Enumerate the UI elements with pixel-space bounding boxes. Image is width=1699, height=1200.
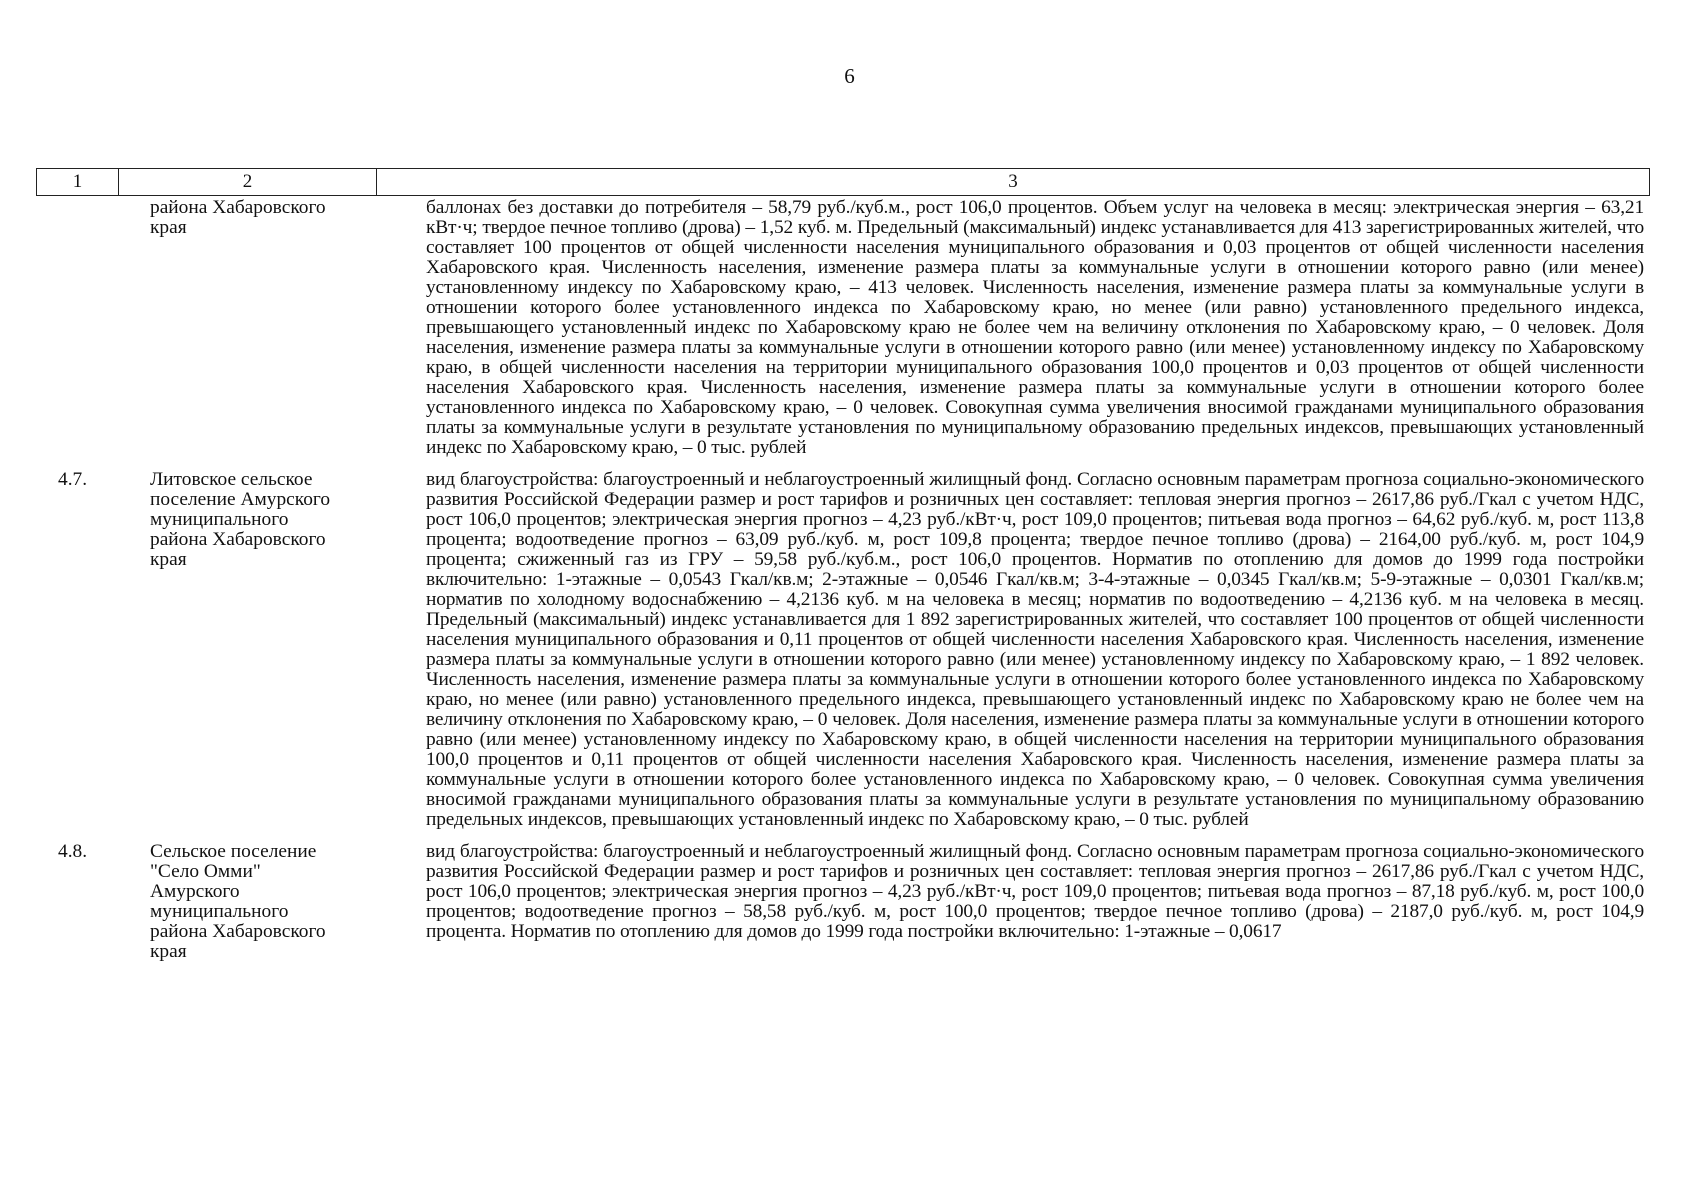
row-number	[36, 198, 118, 458]
table-row	[36, 198, 1650, 458]
municipality-name: района Хабаровского края	[150, 197, 326, 238]
row-description: вид благоустройства: благоустроенный и неблагоустроенный жилищный фонд. Согласно основным параметрам прогноза социально-экономического развития Российской Федерации размер и рост тарифов и розничных цен составляет: тепловая энергия прогноз – 2617,86 руб./Гкал с учетом НДС, рост 106,0 процентов; электрическая энергия прогноз – 4,23 руб./кВт·ч, рост 109,0 процентов; питьевая вода прогноз – 87,18 руб./куб. м, рост 100,0 процентов; водоотведение прогноз – 58,58 руб./куб. м, рост 100,0 процентов; твердое печное топливо (дрова) – 2187,0 руб./куб. м, рост 104,9 процента. Норматив по отоплению для домов до 1999 года постройки включительно: 1-этажные – 0,0617	[426, 841, 1644, 942]
table-header-row	[36, 168, 1650, 196]
municipality-name: Литовское сельское поселение Амурского муниципального района Хабаровского края	[150, 469, 331, 570]
column-header-3: 3	[1008, 171, 1018, 192]
table-row	[36, 470, 1650, 830]
column-header-1: 1	[37, 169, 119, 195]
row-description: вид благоустройства: благоустроенный и неблагоустроенный жилищный фонд. Согласно основным параметрам прогноза социально-экономического развития Российской Федерации размер и рост тарифов и розничных цен составляет: тепловая энергия прогноз – 2617,86 руб./Гкал с учетом НДС, рост 106,0 процентов; электрическая энергия прогноз – 4,23 руб./кВт·ч, рост 109,0 процентов; питьевая вода прогноз – 64,62 руб./куб. м, рост 113,8 процента; водоотведение прогноз – 63,09 руб./куб. м, рост 109,8 процента; твердое печное топливо (дрова) – 2164,00 руб./куб. м, рост 104,9 процента; сжиженный газ из ГРУ – 59,58 руб./куб.м., рост 106,0 процентов. Норматив по отоплению для домов до 1999 года постройки включительно: 1-этажные – 0,0543 Гкал/кв.м; 2-этажные – 0,0546 Гкал/кв.м; 3-4-этажные – 0,0345 Гкал/кв.м; 5-9-этажные – 0,0301 Гкал/кв.м; норматив по холодному водоснабжению – 4,2136 куб. м на человека в месяц; норматив по водоотведению – 4,2136 куб. м на человека в месяц. Предельный (максимальный) индекс устанавливается для 1 892 зарегистрированных жителей, что составляет 100 процентов от общей численности населения муниципального образования и 0,11 процентов от общей численности населения Хабаровского края. Численность населения, изменение размера платы за коммунальные услуги в отношении которого равно (или менее) установленному индексу по Хабаровскому краю, – 1 892 человек. Численность населения, изменение размера платы за коммунальные услуги в отношении которого более установленного индекса по Хабаровскому краю, но менее (или равно) установленного предельного индекса, превышающего установленный индекс по Хабаровскому краю не более чем на величину отклонения по Хабаровскому краю, – 0 человек. Доля населения, изменение размера платы за коммунальные услуги в отношении которого равно (или менее) установленному индексу по Хабаровскому краю, в общей численности населения на территории муниципального образования 100,0 процентов и 0,11 процентов от общей численности населения Хабаровского края. Численность населения, изменение размера платы за коммунальные услуги в отношении которого более установленного индекса по Хабаровскому краю, – 0 человек. Совокупная сумма увеличения вносимой гражданами муниципального образования платы за коммунальные услуги в результате установления по муниципальному образованию предельных индексов, превышающих установленный индекс по Хабаровскому краю, – 0 тыс. рублей	[426, 469, 1644, 830]
row-number: 4.8.	[58, 841, 88, 862]
column-header-2: 2	[119, 169, 377, 195]
page-number: 6	[844, 64, 855, 88]
document-table	[36, 168, 1650, 962]
row-description: баллонах без доставки до потребителя – 58,79 руб./куб.м., рост 106,0 процентов. Объем услуг на человека в месяц: электрическая энергия – 63,21 кВт·ч; твердое печное топливо (дрова) – 1,52 куб. м. Предельный (максимальный) индекс устанавливается для 413 зарегистрированных жителей, что составляет 100 процентов от общей численности населения муниципального образования и 0,03 процентов от общей численности населения Хабаровского края. Численность населения, изменение размера платы за коммунальные услуги в отношении которого равно (или менее) установленному индексу по Хабаровскому краю, – 413 человек. Численность населения, изменение размера платы за коммунальные услуги в отношении которого более установленного индекса по Хабаровскому краю, но менее (или равно) установленного предельного индекса, превышающего установленный индекс по Хабаровскому краю не более чем на величину отклонения по Хабаровскому краю, – 0 человек. Доля населения, изменение размера платы за коммунальные услуги в отношении которого равно (или менее) установленному индексу по Хабаровскому краю, в общей численности населения на территории муниципального образования 100,0 процентов и 0,03 процентов от общей численности населения Хабаровского края. Численность населения, изменение размера платы за коммунальные услуги в отношении которого более установленного индекса по Хабаровскому краю, – 0 человек. Совокупная сумма увеличения вносимой гражданами муниципального образования платы за коммунальные услуги в результате установления по муниципальному образованию предельных индексов, превышающих установленный индекс по Хабаровскому краю, – 0 тыс. рублей	[426, 197, 1644, 458]
municipality-name: Сельское поселение "Село Омми" Амурского муниципального района Хабаровского края	[150, 841, 326, 962]
table-row	[36, 842, 1650, 962]
row-number: 4.7.	[58, 469, 88, 490]
